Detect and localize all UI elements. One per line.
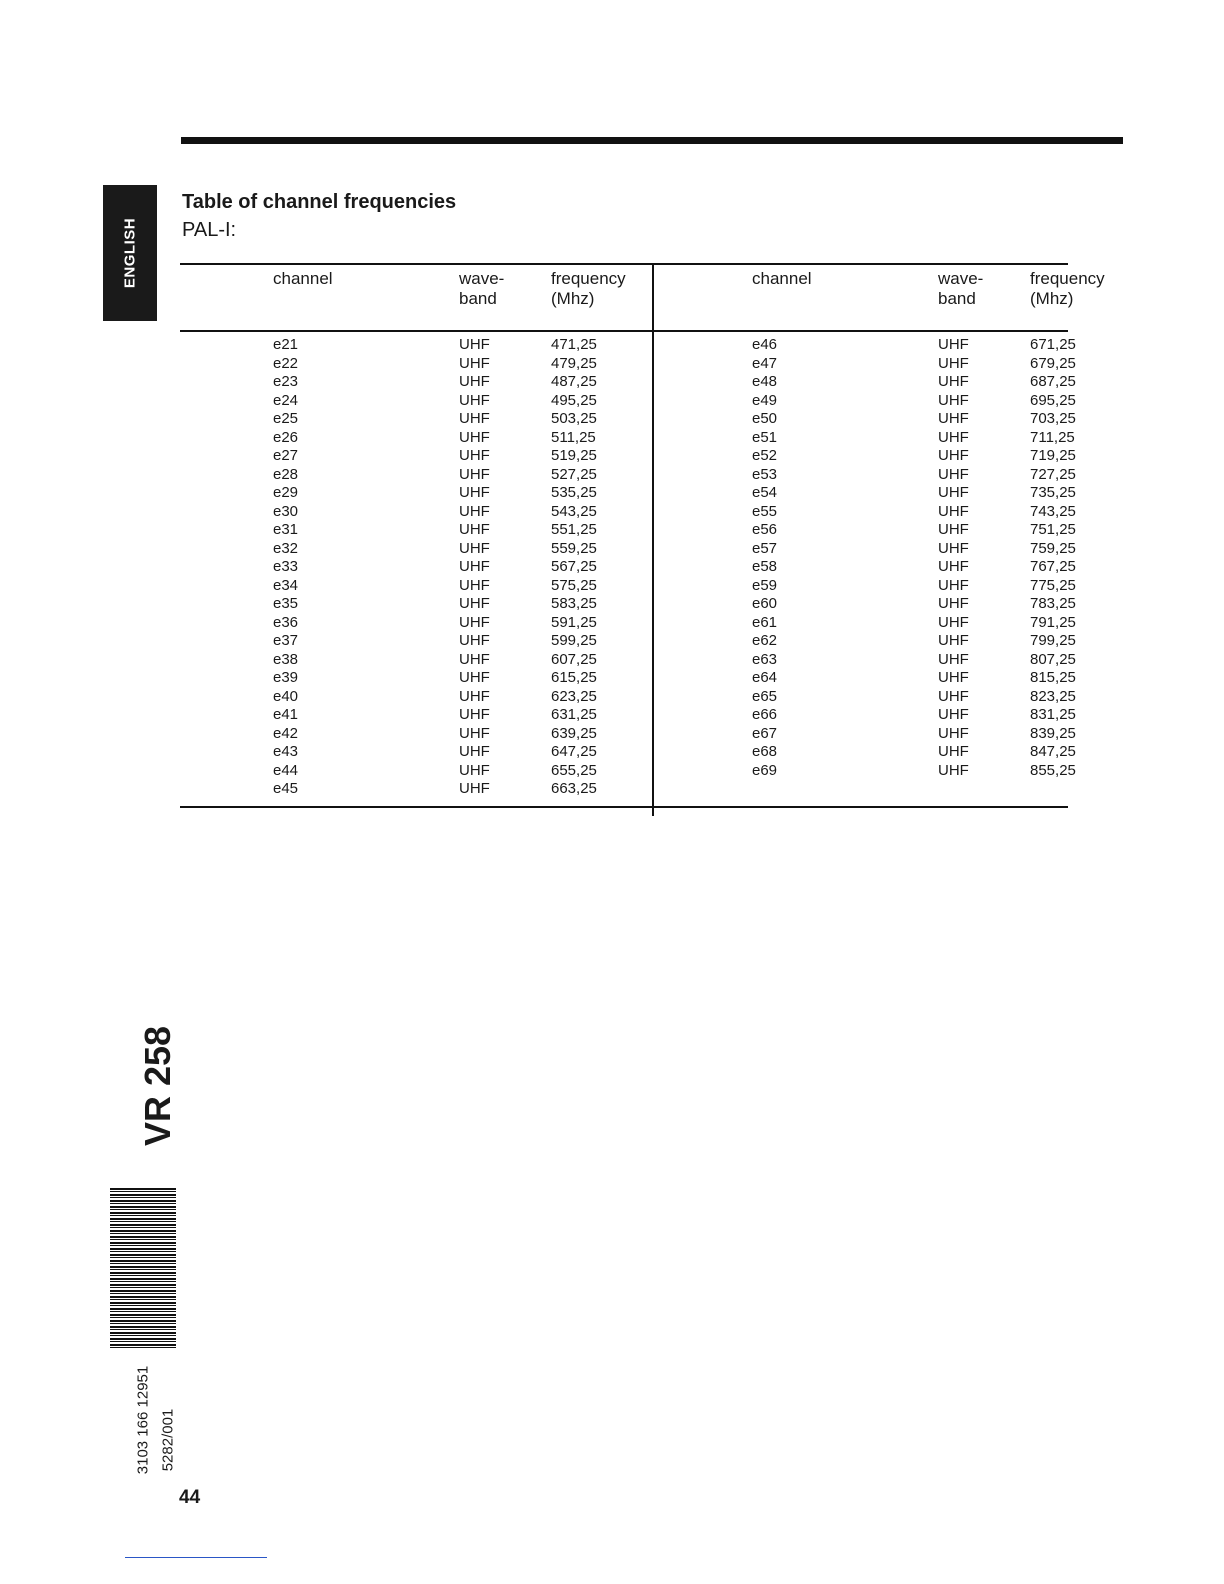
table-header-rule (180, 330, 1068, 332)
table-cell: e55 (752, 502, 778, 520)
table-cell: UHF (459, 650, 490, 668)
table-cell: e62 (752, 632, 778, 649)
table-cell: 727,25 (1030, 465, 1076, 483)
column-waveband-right (938, 336, 969, 780)
table-cell: 815,25 (1030, 669, 1076, 686)
table-cell: e47 (752, 354, 778, 372)
table-cell: 695,25 (1030, 391, 1076, 409)
part-code-line2: 5282/001 (159, 1408, 177, 1472)
table-cell: UHF (459, 521, 490, 538)
table-cell: e66 (752, 706, 778, 723)
table-cell: UHF (938, 465, 969, 483)
table-cell: UHF (938, 539, 969, 557)
table-cell: 615,25 (551, 669, 597, 686)
table-cell: e46 (752, 336, 778, 353)
table-cell: UHF (459, 576, 490, 594)
column-frequency-right (1030, 336, 1076, 780)
table-cell: 663,25 (551, 780, 597, 797)
table-cell: 623,25 (551, 687, 597, 705)
table-cell: 767,25 (1030, 558, 1076, 575)
table-bottom-rule (180, 806, 1068, 808)
table-cell: e32 (273, 539, 299, 557)
table-cell: 543,25 (551, 502, 597, 520)
table-cell: e41 (273, 706, 299, 723)
table-cell: 591,25 (551, 613, 597, 631)
table-cell: e31 (273, 521, 299, 538)
table-cell: UHF (938, 558, 969, 575)
table-cell: UHF (938, 650, 969, 668)
table-cell: UHF (459, 410, 490, 427)
table-cell: UHF (459, 373, 490, 390)
table-cell: e56 (752, 521, 778, 538)
language-tab (103, 185, 157, 321)
table-cell: e60 (752, 595, 778, 612)
table-cell: 671,25 (1030, 336, 1076, 353)
table-cell: e27 (273, 447, 299, 464)
table-cell: e35 (273, 595, 299, 612)
table-cell: UHF (938, 613, 969, 631)
top-rule (181, 137, 1123, 144)
table-cell: UHF (459, 613, 490, 631)
part-code-line1: 3103 166 12951 (134, 1365, 152, 1475)
table-cell: e24 (273, 391, 299, 409)
table-cell: UHF (459, 761, 490, 779)
table-cell: 703,25 (1030, 410, 1076, 427)
table-cell: e68 (752, 743, 778, 760)
table-cell: e44 (273, 761, 299, 779)
table-cell: 535,25 (551, 484, 597, 501)
table-cell: 503,25 (551, 410, 597, 427)
table-cell: e57 (752, 539, 778, 557)
column-channel-left (273, 336, 298, 799)
table-cell: UHF (938, 447, 969, 464)
table-cell: 607,25 (551, 650, 597, 668)
table-cell: 759,25 (1030, 539, 1076, 557)
table-cell: UHF (938, 410, 969, 427)
table-cell: UHF (938, 743, 969, 760)
table-cell: 751,25 (1030, 521, 1076, 538)
table-cell: 575,25 (551, 576, 597, 594)
table-cell: 639,25 (551, 724, 597, 742)
table-cell: e69 (752, 761, 778, 779)
table-cell: UHF (459, 743, 490, 760)
header-frequency-left: frequency (Mhz) (551, 269, 626, 308)
table-cell: UHF (459, 539, 490, 557)
table-cell: e61 (752, 613, 778, 631)
table-cell: UHF (459, 484, 490, 501)
table-cell: 783,25 (1030, 595, 1076, 612)
table-cell: e51 (752, 428, 778, 446)
table-cell: UHF (938, 576, 969, 594)
footer-link-underline (125, 1557, 267, 1558)
table-cell: UHF (938, 336, 969, 353)
table-cell: e65 (752, 687, 778, 705)
model-number: VR 258 (137, 1025, 178, 1147)
table-cell: e48 (752, 373, 778, 390)
table-cell: UHF (459, 428, 490, 446)
table-cell: 719,25 (1030, 447, 1076, 464)
table-cell: 791,25 (1030, 613, 1076, 631)
table-cell: UHF (459, 336, 490, 353)
barcode (110, 1188, 176, 1348)
table-cell: e63 (752, 650, 778, 668)
table-cell: UHF (938, 502, 969, 520)
column-waveband-left (459, 336, 490, 799)
table-cell: 711,25 (1030, 428, 1075, 446)
table-cell: e49 (752, 391, 778, 409)
table-cell: 583,25 (551, 595, 597, 612)
table-cell: UHF (938, 632, 969, 649)
table-cell: UHF (938, 669, 969, 686)
table-cell: 839,25 (1030, 724, 1076, 742)
table-cell: e67 (752, 724, 778, 742)
table-cell: 679,25 (1030, 354, 1076, 372)
table-cell: UHF (459, 447, 490, 464)
table-cell: e53 (752, 465, 778, 483)
table-cell: UHF (938, 761, 969, 779)
table-cell: e43 (273, 743, 299, 760)
table-cell: e50 (752, 410, 778, 427)
header-channel-left: channel (273, 269, 333, 288)
language-tab-label: ENGLISH (121, 217, 139, 289)
table-cell: e26 (273, 428, 299, 446)
table-cell: UHF (938, 687, 969, 705)
table-cell: 647,25 (551, 743, 597, 760)
table-cell: 567,25 (551, 558, 597, 575)
table-cell: e34 (273, 576, 299, 594)
table-cell: e52 (752, 447, 778, 464)
table-cell: 511,25 (551, 428, 596, 446)
table-cell: e25 (273, 410, 299, 427)
table-cell: e64 (752, 669, 778, 686)
page-number: 44 (179, 1487, 201, 1508)
table-cell: 807,25 (1030, 650, 1076, 668)
table-cell: UHF (459, 391, 490, 409)
page-subtitle: PAL-I: (182, 219, 237, 241)
table-cell: 823,25 (1030, 687, 1076, 705)
table-cell: 847,25 (1030, 743, 1076, 760)
table-cell: 471,25 (551, 336, 597, 353)
table-cell: e42 (273, 724, 299, 742)
table-cell: e29 (273, 484, 299, 501)
table-cell: e37 (273, 632, 299, 649)
table-cell: 831,25 (1030, 706, 1076, 723)
table-cell: UHF (459, 558, 490, 575)
table-cell: 743,25 (1030, 502, 1076, 520)
table-cell: e21 (273, 336, 299, 353)
header-frequency-right: frequency (Mhz) (1030, 269, 1105, 308)
table-cell: UHF (459, 354, 490, 372)
table-cell: UHF (938, 354, 969, 372)
header-channel-right: channel (752, 269, 812, 288)
table-cell: e54 (752, 484, 778, 501)
page-title: Table of channel frequencies (182, 191, 457, 213)
table-cell: UHF (459, 724, 490, 742)
table-cell: e28 (273, 465, 299, 483)
table-cell: e36 (273, 613, 299, 631)
table-cell: e58 (752, 558, 778, 575)
table-cell: e33 (273, 558, 299, 575)
header-waveband-right: wave- band (938, 269, 984, 308)
table-cell: 519,25 (551, 447, 597, 464)
table-cell: e23 (273, 373, 299, 390)
table-cell: UHF (938, 595, 969, 612)
table-cell: UHF (459, 465, 490, 483)
table-cell: UHF (459, 502, 490, 520)
table-cell: UHF (938, 724, 969, 742)
column-frequency-left (551, 336, 597, 799)
table-cell: UHF (459, 706, 490, 723)
table-cell: UHF (938, 521, 969, 538)
table-cell: 799,25 (1030, 632, 1076, 649)
table-cell: 559,25 (551, 539, 597, 557)
table-cell: 775,25 (1030, 576, 1076, 594)
table-cell: e59 (752, 576, 778, 594)
table-cell: UHF (938, 484, 969, 501)
table-cell: e22 (273, 354, 299, 372)
table-cell: 655,25 (551, 761, 597, 779)
table-cell: 487,25 (551, 373, 597, 390)
table-cell: 599,25 (551, 632, 597, 649)
header-waveband-left: wave- band (459, 269, 505, 308)
table-cell: e40 (273, 687, 299, 705)
table-cell: e45 (273, 780, 299, 797)
table-cell: UHF (459, 669, 490, 686)
column-channel-right (752, 336, 777, 780)
table-cell: e39 (273, 669, 299, 686)
table-cell: UHF (459, 687, 490, 705)
table-cell: 527,25 (551, 465, 597, 483)
table-cell: 495,25 (551, 391, 597, 409)
table-cell: UHF (459, 632, 490, 649)
table-cell: 687,25 (1030, 373, 1076, 390)
table-cell: 551,25 (551, 521, 597, 538)
table-cell: e38 (273, 650, 299, 668)
table-cell: 479,25 (551, 354, 597, 372)
table-cell: 855,25 (1030, 761, 1076, 779)
table-cell: UHF (938, 428, 969, 446)
table-cell: UHF (938, 706, 969, 723)
table-cell: UHF (459, 780, 490, 797)
table-cell: e30 (273, 502, 299, 520)
table-cell: 735,25 (1030, 484, 1076, 501)
table-top-rule (180, 263, 1068, 265)
table-cell: UHF (459, 595, 490, 612)
table-cell: 631,25 (551, 706, 597, 723)
table-cell: UHF (938, 391, 969, 409)
table-cell: UHF (938, 373, 969, 390)
table-center-divider (652, 263, 654, 816)
